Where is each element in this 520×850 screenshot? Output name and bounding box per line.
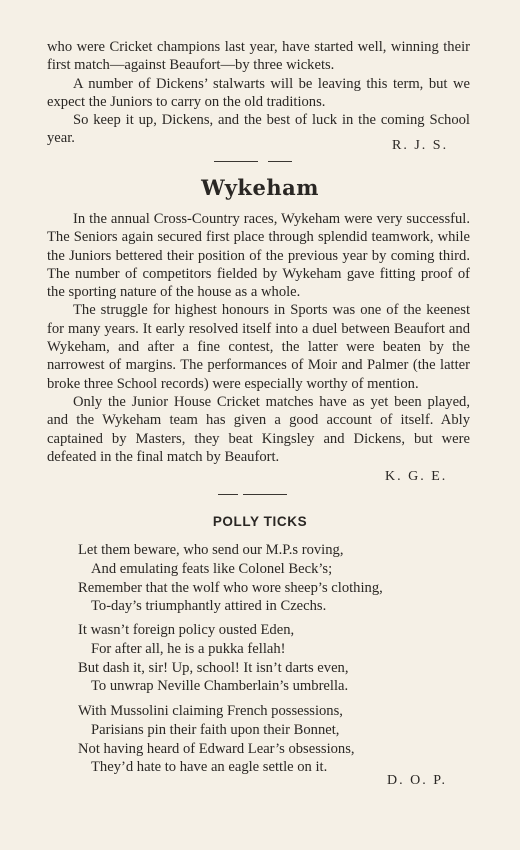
wykeham-signature: K. G. E. xyxy=(385,469,448,484)
wykeham-paragraph: In the annual Cross-Country races, Wykeham were very successful. The Seniors again secured first place through splendid teamwork, while the Juniors bettered their position of the previous year by coming third. The number of competitors fielded by Wykeham gave fitting proof of the sporting nature of the house as a whole. xyxy=(47,211,470,301)
wykeham-paragraph: Only the Junior House Cricket matches have as yet been played, and the Wykeham team has given a good account of itself. Ably captained by Masters, they beat Kingsley and Dickens, but were defeated in the final match by Beaufort. xyxy=(47,393,470,465)
section-divider xyxy=(214,161,258,162)
poem-line: They’d hate to have an eagle settle on it. xyxy=(91,759,328,776)
wykeham-paragraph: The struggle for highest honours in Sports was one of the keenest for many years. It early resolved itself into a duel between Beaufort and Wykeham, and after a fine contest, the latter were beaten by the narrowest of margins. The performances of Moir and Palmer (the latter broke three School records) were especially worthy of mention. xyxy=(47,302,470,392)
poem-line: It wasn’t foreign policy ousted Eden, xyxy=(78,622,295,638)
poem-line: To-day’s triumphantly attired in Czechs. xyxy=(91,598,327,615)
dickens-paragraph: So keep it up, Dickens, and the best of luck in the coming School year. xyxy=(47,112,470,147)
dickens-paragraph: who were Cricket champions last year, have started well, winning their first match—against Beaufort—by three wickets. xyxy=(47,39,470,74)
poem-line: And emulating feats like Colonel Beck’s; xyxy=(91,560,333,577)
section-divider xyxy=(218,494,238,495)
poem-line: Not having heard of Edward Lear’s obsessions, xyxy=(78,740,355,757)
poem-stanza xyxy=(78,541,478,616)
section-divider xyxy=(243,494,287,495)
poem-line: Remember that the wolf who wore sheep’s clothing, xyxy=(78,579,383,596)
poem-stanza xyxy=(78,621,478,696)
poem-line: For after all, he is a pukka fellah! xyxy=(91,640,286,657)
poem-title: POLLY TICKS xyxy=(212,514,308,529)
wykeham-report xyxy=(47,210,470,466)
poem-stanza xyxy=(78,702,478,777)
poem-signature: D. O. P. xyxy=(387,773,447,788)
dickens-paragraph: A number of Dickens’ stalwarts will be leaving this term, but we expect the Juniors to carry on the old traditions. xyxy=(47,75,470,110)
section-divider xyxy=(268,161,292,162)
poem-line: With Mussolini claiming French possessions, xyxy=(78,703,343,719)
wykeham-heading: Wykeham xyxy=(201,175,319,200)
poem-line: Parisians pin their faith upon their Bonnet, xyxy=(91,721,340,738)
poem-line: But dash it, sir! Up, school! It isn’t darts even, xyxy=(78,659,349,676)
poem-line: Let them beware, who send our M.P.s roving, xyxy=(78,542,344,558)
dickens-signature: R. J. S. xyxy=(392,138,449,153)
dickens-report xyxy=(47,38,470,148)
poem-line: To unwrap Neville Chamberlain’s umbrella. xyxy=(91,678,349,695)
